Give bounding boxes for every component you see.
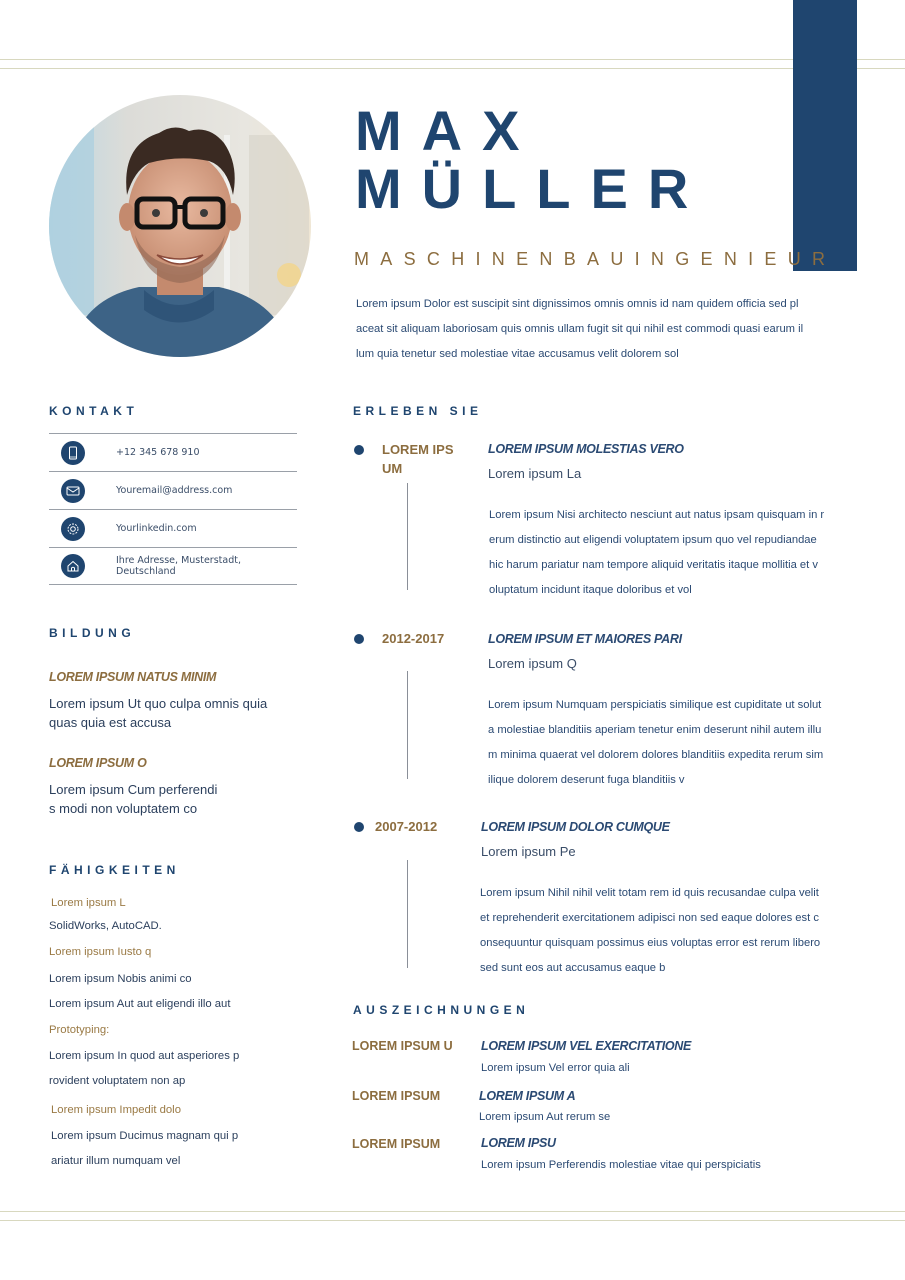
desc-line: Lorem ipsum Nisi architecto nesciunt aut natus ipsam quisquam in r [489,509,825,521]
experience-title: LOREM IPSUM ET MAIORES PARI [488,632,682,646]
experience-subtitle: Lorem ipsum La [488,466,582,481]
address-text: Ihre Adresse, Musterstadt, Deutschland [116,555,241,577]
skill-line: Lorem ipsum Ducimus magnam qui p [51,1130,239,1142]
experience-date [375,817,437,836]
job-title: MASCHINENBAUINGENIEUR [354,249,837,269]
experience-date [382,629,444,648]
contact-linkedin [49,509,297,547]
award-label: LOREM IPSUM [352,1089,441,1103]
desc-line: ilique dolorem deserunt fuga blanditiis v [488,774,685,786]
timeline-line [407,483,408,590]
desc-line: et reprehenderit exercitationem adipisci non sed eaque dolores est c [480,912,819,924]
desc-line: a molestiae blanditiis aperiam tenetur enim deserunt nihil autem illu [488,724,822,736]
gear-icon [61,517,85,541]
phone-icon [61,441,85,465]
top-rule-2 [0,68,905,69]
award-title: LOREM IPSU [481,1136,556,1150]
experience-description [489,503,824,603]
contact-heading: KONTAKT [49,404,139,418]
timeline-line [407,671,408,779]
experience-subtitle: Lorem ipsum Pe [481,844,576,859]
skill-line: Lorem ipsum L [51,897,126,909]
profile-photo [49,95,311,357]
skill-line: ariatur illum numquam vel [51,1155,181,1167]
education-line: quas quia est accusa [49,715,172,730]
award-label: LOREM IPSUM U [352,1039,453,1053]
education-line: Lorem ipsum Cum perferendi [49,782,218,797]
skill-line: Lorem ipsum In quod aut asperiores p [49,1050,240,1062]
skill-line: SolidWorks, AutoCAD. [49,920,162,932]
last-name: MÜLLER [355,157,709,220]
education-item-heading: LOREM IPSUM O [49,756,147,770]
desc-line: Lorem ipsum Nihil nihil velit totam rem id quis recusandae culpa velit [480,887,819,899]
intro-line: lum quia tenetur sed molestiae vitae accusamus velit dolorem sol [356,348,679,360]
mail-icon [61,479,85,503]
desc-line: onsequuntur quisquam possimus eius voluptas error est rerum libero [480,937,821,949]
home-icon [61,554,85,578]
awards-heading: AUSZEICHNUNGEN [353,1003,530,1017]
award-title: LOREM IPSUM A [479,1089,576,1103]
date-line: UM [382,461,403,476]
intro-paragraph [356,292,856,367]
award-subtitle: Lorem ipsum Vel error quia ali [481,1062,630,1074]
skills-heading: FÄHIGKEITEN [49,863,180,877]
education-line: s modi non voluptatem co [49,801,198,816]
desc-line: hic harum pariatur nam tempore aliquid veritatis itaque mollitia et v [489,559,818,571]
award-subtitle: Lorem ipsum Aut rerum se [479,1111,611,1123]
timeline-line [407,860,408,968]
timeline-dot [354,634,364,644]
experience-heading: ERLEBEN SIE [353,404,483,418]
desc-line: oluptatum incidunt itaque doloribus et vol [489,584,692,596]
bottom-rule-2 [0,1220,905,1221]
timeline-dot [354,445,364,455]
experience-title: LOREM IPSUM DOLOR CUMQUE [481,820,670,834]
contact-address [49,547,297,585]
desc-line: Lorem ipsum Numquam perspiciatis similique est cupiditate ut solut [488,699,822,711]
date-line: 2007-2012 [375,819,438,834]
education-line: Lorem ipsum Ut quo culpa omnis quia [49,696,268,711]
desc-line: sed sunt eos aut accusamus eaque b [480,962,666,974]
intro-line: aceat sit aliquam laboriosam quis omnis ullam fugit sit qui nihil est commodi quasi earum il [356,323,804,335]
skill-line: Lorem ipsum Iusto q [49,946,152,958]
education-item-text [49,694,267,732]
desc-line: erum distinctio aut eligendi voluptatem ipsum quo vel repudiandae [489,534,817,546]
skill-line: Prototyping: [49,1024,110,1036]
date-line: LOREM IPS [382,442,454,457]
date-line: 2012-2017 [382,631,445,646]
accent-bar [793,0,857,271]
experience-description [488,693,823,793]
skill-line: Lorem ipsum Aut aut eligendi illo aut [49,998,231,1010]
portrait-image [49,95,311,357]
experience-subtitle: Lorem ipsum Q [488,656,577,671]
desc-line: m minima quaerat vel dolorem dolores blanditiis expedita rerum sim [488,749,824,761]
phone-text: +12 345 678 910 [116,447,200,458]
timeline-dot [354,822,364,832]
skill-line: Lorem ipsum Nobis animi co [49,973,192,985]
award-label: LOREM IPSUM [352,1137,441,1151]
skill-line: Lorem ipsum Impedit dolo [51,1104,181,1116]
education-heading: BILDUNG [49,626,136,640]
contact-list [49,433,297,585]
contact-email [49,471,297,509]
education-item-heading: LOREM IPSUM NATUS MINIM [49,670,217,684]
award-title: LOREM IPSUM VEL EXERCITATIONE [481,1039,692,1053]
email-link[interactable]: Youremail@address.com [116,485,233,496]
experience-description [480,881,820,981]
education-item-text [49,780,217,818]
linkedin-link[interactable]: Yourlinkedin.com [116,523,197,534]
intro-line: Lorem ipsum Dolor est suscipit sint dignissimos omnis omnis id nam quidem officia sed pl [356,298,799,310]
first-name: MAX [355,99,540,162]
experience-date [382,440,454,478]
bottom-rule-1 [0,1211,905,1212]
skill-line: rovident voluptatem non ap [49,1075,186,1087]
contact-phone [49,433,297,471]
top-rule-1 [0,59,905,60]
award-subtitle: Lorem ipsum Perferendis molestiae vitae qui perspiciatis [481,1159,761,1171]
experience-title: LOREM IPSUM MOLESTIAS VERO [488,442,684,456]
